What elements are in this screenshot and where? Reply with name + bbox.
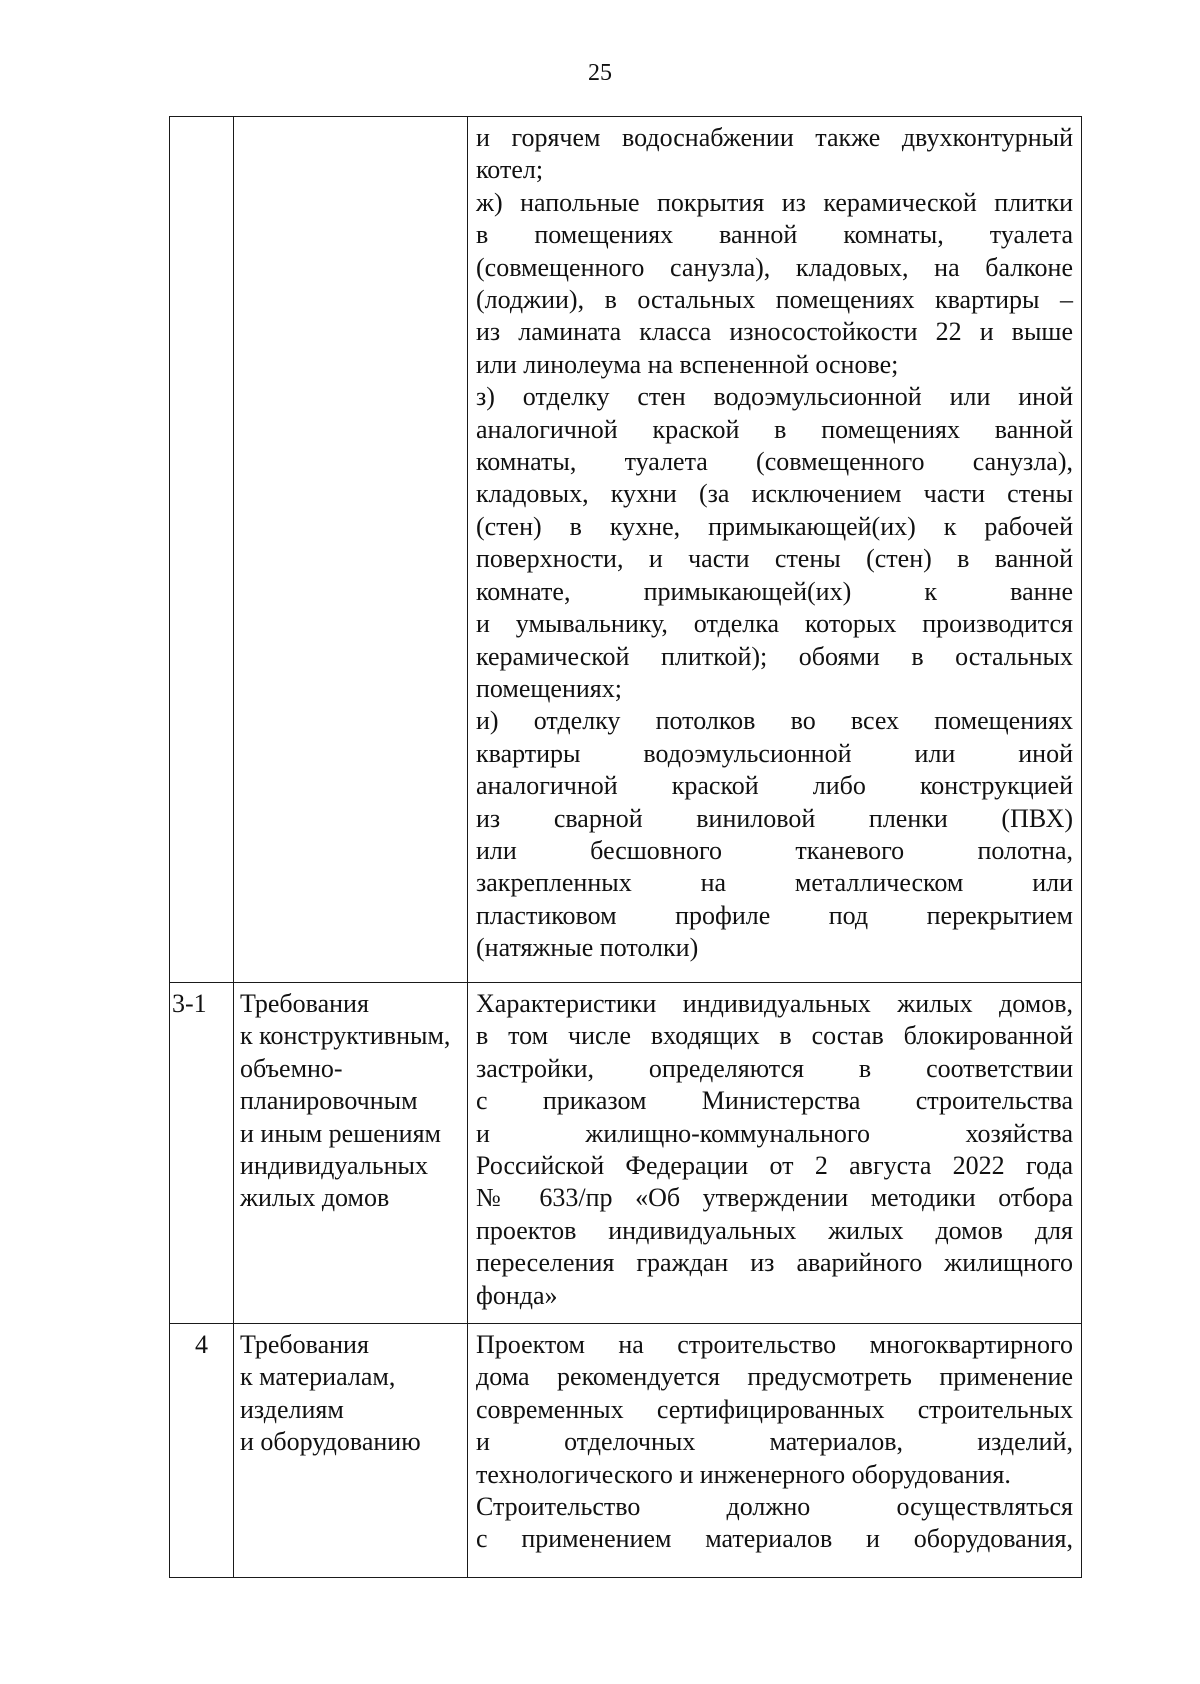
content-line: или бесшовного тканевого полотна, [476, 835, 1073, 865]
content-line: застройки, определяются в соответствии [476, 1053, 1073, 1083]
table-row [170, 117, 1082, 983]
requirement-name-line: к материалам, [240, 1362, 396, 1392]
content-line: технологического и инженерного оборудования. [476, 1459, 1011, 1489]
row-number: 4 [170, 1324, 234, 1578]
content-line: комнаты, туалета (совмещенного санузла), [476, 447, 1073, 477]
requirement-content [468, 1324, 1082, 1578]
content-line: в помещениях ванной комнаты, туалета [476, 220, 1073, 250]
requirement-name-line: объемно- [240, 1053, 343, 1083]
requirement-name-line: изделиям [240, 1394, 344, 1424]
content-line: и умывальнику, отделка которых производится [476, 609, 1073, 639]
content-line: Российской Федерации от 2 августа 2022 года [476, 1151, 1073, 1181]
content-line: № 633/пр «Об утверждении методики отбора [476, 1183, 1073, 1213]
content-line: переселения граждан из аварийного жилищного [476, 1248, 1073, 1278]
content-line: дома рекомендуется предусмотреть применение [476, 1362, 1073, 1392]
content-line: керамической плиткой); обоями в остальных [476, 641, 1073, 671]
content-line: комнате, примыкающей(их) к ванне [476, 576, 1073, 606]
requirement-name-line: к конструктивным, [240, 1021, 451, 1051]
content-line: и отделочных материалов, изделий, [476, 1427, 1073, 1457]
requirement-content [468, 983, 1082, 1324]
content-line: кладовых, кухни (за исключением части стены [476, 479, 1073, 509]
content-line: в том числе входящих в состав блокированной [476, 1021, 1073, 1051]
content-line: фонда» [476, 1280, 558, 1310]
content-line: и жилищно-коммунального хозяйства [476, 1118, 1073, 1148]
content-line: з) отделку стен водоэмульсионной или иной [476, 382, 1073, 412]
content-line: и) отделку потолков во всех помещениях [476, 706, 1073, 736]
content-line: современных сертифицированных строительных [476, 1394, 1073, 1424]
content-line: из сварной виниловой пленки (ПВХ) [476, 803, 1073, 833]
page-number: 25 [588, 60, 612, 86]
content-line: Строительство должно осуществляться [476, 1492, 1073, 1522]
row-number: 3-1 [170, 983, 234, 1324]
content-line: или линолеума на вспененной основе; [476, 349, 899, 379]
content-line: квартиры водоэмульсионной или иной [476, 738, 1073, 768]
content-line: с применением материалов и оборудования, [476, 1524, 1073, 1554]
content-line: пластиковом профиле под перекрытием [476, 900, 1073, 930]
content-line: закрепленных на металлическом или [476, 868, 1073, 898]
requirement-name-line: планировочным [240, 1086, 418, 1116]
content-line: Проектом на строительство многоквартирного [476, 1330, 1073, 1359]
content-line: аналогичной краской либо конструкцией [476, 771, 1073, 801]
content-line: проектов индивидуальных жилых домов для [476, 1215, 1073, 1245]
table-row [170, 1324, 1082, 1578]
content-line: из ламината класса износостойкости 22 и выше [476, 317, 1073, 347]
row-number [170, 117, 234, 983]
requirement-name-line: и иным решениям [240, 1118, 442, 1148]
requirement-content [468, 117, 1082, 983]
content-line: (стен) в кухне, примыкающей(их) к рабочей [476, 511, 1073, 541]
content-line: с приказом Министерства строительства [476, 1086, 1073, 1116]
requirement-name-line: и оборудованию [240, 1427, 421, 1457]
content-line: (лоджии), в остальных помещениях квартиры – [476, 285, 1073, 315]
content-line: поверхности, и части стены (стен) в ванной [476, 544, 1073, 574]
requirement-name [234, 117, 468, 983]
content-line: и горячем водоснабжении также двухконтурный [476, 123, 1073, 152]
content-line: (натяжные потолки) [476, 933, 699, 963]
requirement-name-line: Требования [240, 1330, 369, 1359]
requirements-table [169, 116, 1082, 1578]
content-line: аналогичной краской в помещениях ванной [476, 414, 1073, 444]
requirement-name [234, 983, 468, 1324]
requirement-name-line: индивидуальных [240, 1151, 429, 1181]
requirement-name-line: Требования [240, 989, 369, 1018]
requirement-name [234, 1324, 468, 1578]
content-line: Характеристики индивидуальных жилых домов, [476, 989, 1073, 1018]
content-line: котел; [476, 155, 544, 185]
content-line: (совмещенного санузла), кладовых, на балконе [476, 252, 1073, 282]
content-line: помещениях; [476, 673, 622, 703]
requirement-name-line: жилых домов [240, 1183, 390, 1213]
content-line: ж) напольные покрытия из керамической плитки [476, 187, 1073, 217]
table-row [170, 983, 1082, 1324]
